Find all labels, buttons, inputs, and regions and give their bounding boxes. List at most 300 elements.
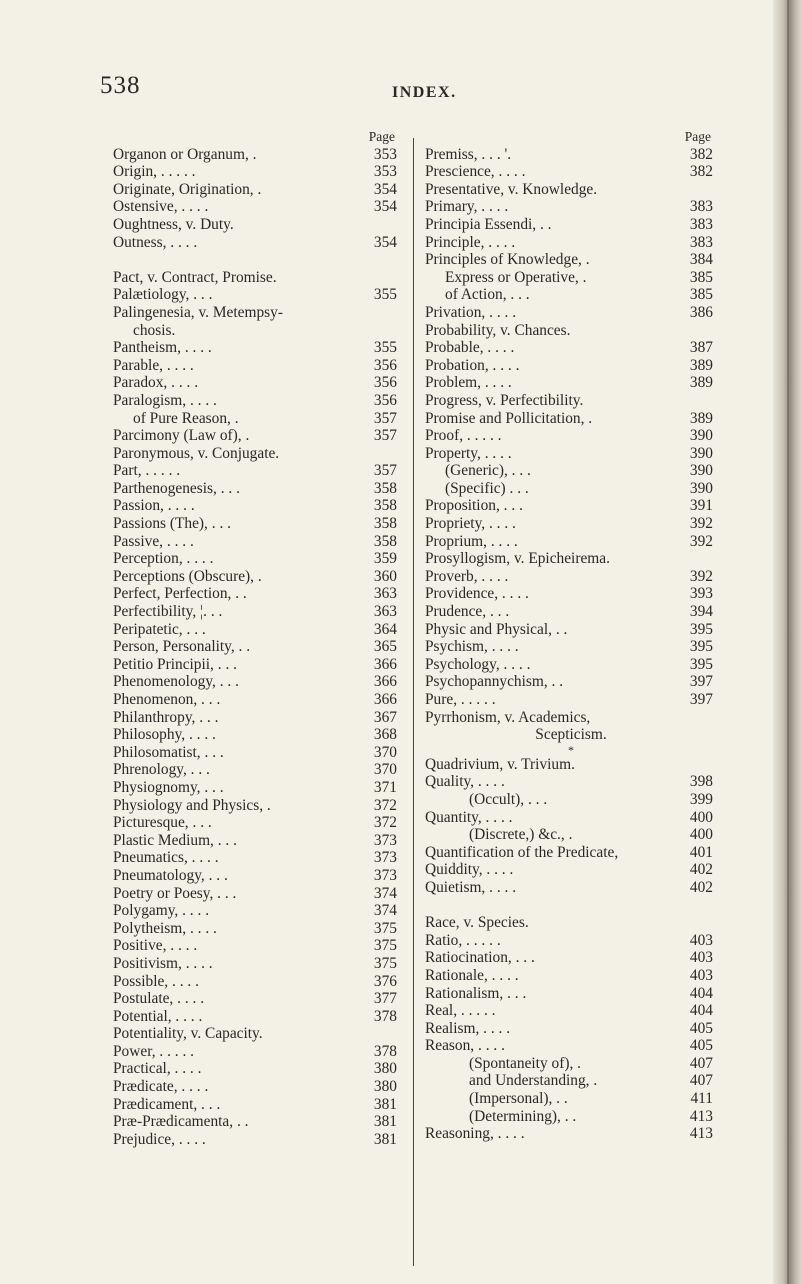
index-entry xyxy=(113,691,399,709)
index-page-number: 383 xyxy=(689,233,713,251)
index-entry xyxy=(425,932,717,950)
index-entry xyxy=(113,163,399,181)
index-entry xyxy=(113,656,399,674)
index-term: Poetry or Poesy, . . . xyxy=(113,884,237,902)
index-entry xyxy=(113,638,399,656)
index-entry xyxy=(425,286,717,304)
index-page-number: 397 xyxy=(689,673,713,691)
index-page-number: 353 xyxy=(373,163,397,181)
index-page-number: 395 xyxy=(689,655,713,673)
index-term: Propriety, . . . . xyxy=(425,515,516,533)
index-page-number: 367 xyxy=(373,708,397,726)
index-term: (Impersonal), . . xyxy=(469,1090,568,1108)
index-page-number: 403 xyxy=(689,949,713,967)
index-term: Possible, . . . . xyxy=(113,972,199,990)
index-page-number: 390 xyxy=(689,462,713,480)
index-term: Parthenogenesis, . . . xyxy=(113,479,240,497)
page-column-header: Page xyxy=(368,129,395,144)
index-page-number: 378 xyxy=(373,1042,397,1060)
index-term: (Discrete,) &c., . xyxy=(469,826,573,844)
index-page-number: 397 xyxy=(689,691,713,708)
index-term: Polygamy, . . . . xyxy=(113,902,210,920)
index-entry xyxy=(113,146,399,164)
index-page-number: 390 xyxy=(689,444,713,462)
index-page-number xyxy=(673,392,717,410)
index-page-number: 357 xyxy=(373,462,397,480)
index-entry xyxy=(113,445,399,463)
index-entry xyxy=(425,844,717,862)
index-term: Person, Personality, . . xyxy=(113,638,251,656)
index-term: Proof, . . . . . xyxy=(425,427,502,445)
index-term: Reasoning, . . . . xyxy=(425,1125,525,1143)
index-page-number: 383 xyxy=(689,198,713,216)
index-entry xyxy=(425,826,717,844)
index-entry xyxy=(113,832,399,850)
index-entry xyxy=(425,773,717,791)
page-number: 538 xyxy=(100,72,141,99)
index-entry xyxy=(113,339,399,357)
index-page-number: 354 xyxy=(373,180,397,198)
index-entry xyxy=(113,814,399,832)
page-edge-shadow xyxy=(787,0,789,1284)
index-term: Ratio, . . . . . xyxy=(425,931,501,949)
index-page-number: 395 xyxy=(689,638,713,656)
index-entry xyxy=(425,357,717,375)
index-entry xyxy=(113,1060,399,1078)
index-page-number: 392 xyxy=(689,567,713,585)
index-page-number: 359 xyxy=(373,550,397,568)
index-entry xyxy=(425,585,717,603)
index-page-number: 358 xyxy=(373,479,397,497)
index-term: Phenomenology, . . . xyxy=(113,673,239,691)
index-page-number: 366 xyxy=(373,673,397,691)
index-term: Probation, . . . . xyxy=(425,356,520,374)
index-term: Proposition, . . . xyxy=(425,497,523,515)
index-term: Part, . . . . . xyxy=(113,462,181,480)
index-term: Pneumatics, . . . . xyxy=(113,849,219,867)
index-entry xyxy=(113,462,399,480)
index-entry xyxy=(113,1131,399,1149)
index-term: Pact, v. Contract, Promise. xyxy=(113,268,277,286)
index-term: Physiology and Physics, . xyxy=(113,796,271,814)
index-term: Probability, v. Chances. xyxy=(425,321,571,339)
index-page-number: 386 xyxy=(689,303,713,321)
index-entry xyxy=(113,1113,399,1131)
index-entry xyxy=(425,985,717,1003)
index-entry xyxy=(113,550,399,568)
index-entry xyxy=(425,550,717,568)
index-term: Quantity, . . . . xyxy=(425,808,513,826)
index-term: Parcimony (Law of), . xyxy=(113,427,250,445)
index-term: Prædicament, . . . xyxy=(113,1095,221,1113)
index-term: Prescience, . . . . xyxy=(425,163,526,181)
index-term: Phenomenon, . . . xyxy=(113,691,221,708)
index-page-number: 370 xyxy=(373,761,397,779)
index-page-number: 364 xyxy=(373,620,397,638)
index-term: Realism, . . . . xyxy=(425,1019,511,1037)
index-term: Petitio Principii, . . . xyxy=(113,655,237,673)
index-page-number: 376 xyxy=(373,972,397,990)
index-page-number: 382 xyxy=(689,145,713,163)
index-column-left xyxy=(113,128,399,1148)
index-page-number: 373 xyxy=(373,849,397,867)
index-page-number: 407 xyxy=(689,1072,713,1090)
index-page-number: 355 xyxy=(373,339,397,357)
index-page-number: 385 xyxy=(689,268,713,286)
index-term: Picturesque, . . . xyxy=(113,814,212,832)
index-entry xyxy=(425,709,717,727)
index-entry xyxy=(425,949,717,967)
index-entry xyxy=(425,1055,717,1073)
index-term: of Pure Reason, . xyxy=(133,409,239,427)
index-term: Principle, . . . . xyxy=(425,233,516,251)
index-page-number: 392 xyxy=(689,515,713,533)
index-page-number: 404 xyxy=(689,1002,713,1020)
index-page-number: 370 xyxy=(373,743,397,761)
index-term: Polytheism, . . . . xyxy=(113,919,217,937)
index-page-number: 357 xyxy=(373,409,397,427)
index-term: Perceptions (Obscure), . xyxy=(113,567,262,585)
column-divider xyxy=(413,138,414,1266)
index-entry xyxy=(113,867,399,885)
index-term: Promise and Pollicitation, . xyxy=(425,409,593,427)
index-entry xyxy=(425,269,717,287)
index-term: Perfectibility, ¦. . . xyxy=(113,603,223,621)
index-entry xyxy=(425,1037,717,1055)
index-term: Outness, . . . . xyxy=(113,233,198,251)
index-page-number: 390 xyxy=(689,479,713,497)
index-term: Plastic Medium, . . . xyxy=(113,831,237,849)
index-page-number: 390 xyxy=(689,427,713,445)
index-page-number: 403 xyxy=(689,931,713,949)
index-page-number: 385 xyxy=(689,286,713,304)
index-entry xyxy=(425,1002,717,1020)
index-term: Pneumatology, . . . xyxy=(113,866,228,884)
index-entry xyxy=(113,761,399,779)
index-entry xyxy=(425,967,717,985)
index-page-number: 398 xyxy=(689,773,713,791)
index-page-number xyxy=(673,322,717,340)
index-page-number: 372 xyxy=(373,796,397,814)
index-term: Probable, . . . . xyxy=(425,339,515,357)
index-entry xyxy=(113,515,399,533)
index-entry xyxy=(113,322,399,340)
index-entry xyxy=(425,656,717,674)
index-entry xyxy=(113,1096,399,1114)
index-entry xyxy=(425,861,717,879)
index-term: Philosophy, . . . . xyxy=(113,726,216,744)
index-entry xyxy=(425,638,717,656)
index-page-number: 403 xyxy=(689,966,713,984)
index-term: Peripatetic, . . . xyxy=(113,620,206,638)
index-page-number: 393 xyxy=(689,585,713,603)
index-entry xyxy=(425,1020,717,1038)
index-term: Power, . . . . . xyxy=(113,1042,195,1060)
index-term: Ratiocination, . . . xyxy=(425,949,535,967)
index-term: Providence, . . . . xyxy=(425,585,529,603)
index-term: Philosomatist, . . . xyxy=(113,743,224,761)
index-term: Positive, . . . . xyxy=(113,937,198,955)
index-entry xyxy=(425,462,717,480)
index-term: Scepticism. xyxy=(535,726,607,744)
index-page-number: 363 xyxy=(373,603,397,621)
index-page-number: 356 xyxy=(373,356,397,374)
index-page-number: 374 xyxy=(373,884,397,902)
index-entry xyxy=(113,673,399,691)
index-page-number: 375 xyxy=(373,937,397,955)
index-term: Parable, . . . . xyxy=(113,356,194,374)
index-term: Premiss, . . . '. xyxy=(425,145,512,163)
index-entry xyxy=(113,990,399,1008)
index-entry xyxy=(425,791,717,809)
index-page-number: 395 xyxy=(689,620,713,638)
index-term: Pure, . . . . . xyxy=(425,691,496,708)
index-term: Proprium, . . . . xyxy=(425,532,518,550)
index-term: Prejudice, . . . . xyxy=(113,1130,206,1148)
index-page-number xyxy=(355,216,399,234)
index-term: Physiognomy, . . . xyxy=(113,778,224,796)
index-entry xyxy=(425,374,717,392)
index-term: Postulate, . . . . xyxy=(113,990,205,1008)
index-term: chosis. xyxy=(133,321,176,339)
index-term: Property, . . . . xyxy=(425,444,512,462)
index-term: Psychology, . . . . xyxy=(425,655,531,673)
index-page-number: 356 xyxy=(373,374,397,392)
index-term: Principles of Knowledge, . xyxy=(425,251,590,269)
index-page-number: 383 xyxy=(689,215,713,233)
index-entry xyxy=(425,163,717,181)
index-page-number: 363 xyxy=(373,585,397,603)
index-entry xyxy=(425,251,717,269)
index-entry xyxy=(425,1072,717,1090)
index-page-number: 402 xyxy=(689,861,713,879)
index-page-number: 377 xyxy=(373,990,397,1008)
index-page-number: 355 xyxy=(373,286,397,304)
index-entry xyxy=(113,216,399,234)
index-term: Psychism, . . . . xyxy=(425,638,519,656)
index-term: Prosyllogism, v. Epicheirema. xyxy=(425,550,610,568)
index-entry xyxy=(425,533,717,551)
index-entry xyxy=(425,568,717,586)
index-page-number: 413 xyxy=(689,1125,713,1143)
index-entry xyxy=(425,809,717,827)
index-entry xyxy=(113,1043,399,1061)
index-entry xyxy=(113,533,399,551)
index-page-number: 401 xyxy=(689,843,713,861)
index-page-number xyxy=(673,181,717,199)
index-entry xyxy=(425,322,717,340)
page-column-header: Page xyxy=(684,129,711,144)
index-entry xyxy=(113,181,399,199)
index-entry xyxy=(113,392,399,410)
index-entry xyxy=(425,427,717,445)
index-entry xyxy=(425,181,717,199)
index-term: Passion, . . . . xyxy=(113,497,195,515)
index-entry xyxy=(113,374,399,392)
index-entry xyxy=(113,357,399,375)
section-gap xyxy=(113,251,399,269)
index-entry xyxy=(113,849,399,867)
index-term: and Understanding, . xyxy=(469,1072,598,1090)
index-entry xyxy=(113,709,399,727)
index-entry xyxy=(425,216,717,234)
index-entry xyxy=(113,1025,399,1043)
index-entry xyxy=(113,198,399,216)
index-page-number xyxy=(355,1025,399,1043)
index-term: Originate, Origination, . xyxy=(113,180,262,198)
index-term: Psychopannychism, . . xyxy=(425,673,564,691)
index-page-number: 399 xyxy=(689,790,713,808)
index-page-number: 382 xyxy=(689,163,713,181)
index-entry xyxy=(425,410,717,428)
index-page-number: 391 xyxy=(689,497,713,515)
index-term: Race, v. Species. xyxy=(425,914,529,932)
index-term: Phrenology, . . . xyxy=(113,761,210,779)
index-entry xyxy=(425,1108,717,1126)
index-term: Passions (The), . . . xyxy=(113,515,231,533)
index-page-number: 394 xyxy=(689,603,713,621)
index-page-number: 358 xyxy=(373,497,397,515)
index-term: Organon or Organum, . xyxy=(113,145,257,163)
index-entry xyxy=(113,779,399,797)
index-term: Origin, . . . . . xyxy=(113,163,196,181)
index-entry xyxy=(113,744,399,762)
index-page-number: 413 xyxy=(689,1107,713,1125)
index-term: Physic and Physical, . . xyxy=(425,620,568,638)
index-entry xyxy=(113,726,399,744)
index-page-number: 371 xyxy=(373,778,397,796)
index-term: Primary, . . . . xyxy=(425,198,509,216)
index-entry xyxy=(113,427,399,445)
index-entry xyxy=(113,480,399,498)
index-page-number: 353 xyxy=(373,145,397,163)
index-page-number: 354 xyxy=(373,233,397,251)
index-page-number: 372 xyxy=(373,814,397,832)
index-term: Quality, . . . . xyxy=(425,773,505,791)
index-page-number: 389 xyxy=(689,356,713,374)
index-entry xyxy=(113,621,399,639)
index-entry xyxy=(425,726,717,744)
index-term: Quietism, . . . . xyxy=(425,878,517,896)
index-entry xyxy=(113,410,399,428)
index-term: Oughtness, v. Duty. xyxy=(113,215,234,233)
index-page-number: 356 xyxy=(373,391,397,409)
index-term: (Generic), . . . xyxy=(445,462,531,480)
index-page-number: 366 xyxy=(373,691,397,708)
index-page-number: 378 xyxy=(373,1007,397,1025)
index-term: Palingenesia, v. Metempsy- xyxy=(113,303,283,321)
index-term: Paradox, . . . . xyxy=(113,374,199,392)
index-entry xyxy=(113,234,399,252)
index-entry xyxy=(113,885,399,903)
index-entry xyxy=(113,1008,399,1026)
index-entry xyxy=(113,269,399,287)
index-entry xyxy=(113,920,399,938)
index-page-number xyxy=(355,304,399,322)
index-page-number: 368 xyxy=(373,726,397,744)
index-entry xyxy=(425,234,717,252)
running-head: INDEX. xyxy=(392,84,457,101)
index-entry xyxy=(425,673,717,691)
index-page-number: 358 xyxy=(373,532,397,550)
index-page-number: 402 xyxy=(689,878,713,896)
index-page-number xyxy=(673,709,717,727)
index-entry xyxy=(113,497,399,515)
index-page-number: 384 xyxy=(689,251,713,269)
index-page-number: 365 xyxy=(373,638,397,656)
index-entry xyxy=(425,497,717,515)
index-entry xyxy=(113,797,399,815)
index-page-number: 375 xyxy=(373,954,397,972)
index-term: Rationalism, . . . xyxy=(425,984,527,1002)
index-entry xyxy=(425,621,717,639)
index-term: Proverb, . . . . xyxy=(425,567,509,585)
index-entry xyxy=(113,286,399,304)
index-term: Prudence, . . . xyxy=(425,603,510,621)
index-term: Perfect, Perfection, . . xyxy=(113,585,247,603)
index-term: Præ-Prædicamenta, . . xyxy=(113,1113,249,1131)
index-term: Potential, . . . . xyxy=(113,1007,203,1025)
index-term: Problem, . . . . xyxy=(425,374,512,392)
index-page-number: 400 xyxy=(689,808,713,826)
index-page-number: 380 xyxy=(373,1060,397,1078)
section-mark: * xyxy=(568,742,574,757)
index-page-number: 374 xyxy=(373,902,397,920)
index-page-number xyxy=(673,914,717,932)
index-term: Passive, . . . . xyxy=(113,532,194,550)
index-page-number: 373 xyxy=(373,831,397,849)
index-term: Real, . . . . . xyxy=(425,1002,496,1020)
index-term: Quadrivium, v. Trivium. xyxy=(425,755,575,773)
index-page-number: 389 xyxy=(689,409,713,427)
index-term: (Determining), . . xyxy=(469,1107,577,1125)
index-term: Rationale, . . . . xyxy=(425,966,519,984)
index-term: Reason, . . . . xyxy=(425,1037,505,1055)
index-page-number xyxy=(355,445,399,463)
index-term: Paralogism, . . . . xyxy=(113,391,217,409)
index-page-number: 400 xyxy=(689,826,713,844)
index-term: (Specific) . . . xyxy=(445,479,529,497)
index-entry xyxy=(425,879,717,897)
index-term: Prædicate, . . . . xyxy=(113,1078,209,1096)
index-term: Principia Essendi, . . xyxy=(425,215,552,233)
index-page-number xyxy=(355,322,399,340)
index-page-number: 405 xyxy=(689,1037,713,1055)
index-term: Express or Operative, . xyxy=(445,268,587,286)
index-entry xyxy=(425,392,717,410)
index-entry xyxy=(425,198,717,216)
index-entry xyxy=(425,914,717,932)
index-term: Palætiology, . . . xyxy=(113,286,213,304)
index-term: (Spontaneity of), . xyxy=(469,1054,581,1072)
index-term: (Occult), . . . xyxy=(469,790,548,808)
index-entry xyxy=(425,1125,717,1143)
index-entry xyxy=(425,445,717,463)
index-entry xyxy=(425,146,717,164)
index-term: Quantification of the Predicate, xyxy=(425,843,619,861)
index-term: Positivism, . . . . xyxy=(113,954,213,972)
index-page-number: 360 xyxy=(373,567,397,585)
index-column-right xyxy=(425,128,717,1143)
index-term: Privation, . . . . xyxy=(425,303,517,321)
index-page-number: 373 xyxy=(373,866,397,884)
index-entry xyxy=(113,955,399,973)
index-entry xyxy=(425,691,717,709)
index-term: Pantheism, . . . . xyxy=(113,339,212,357)
index-page-number: 366 xyxy=(373,655,397,673)
index-page-number xyxy=(355,269,399,287)
index-page-number: 358 xyxy=(373,515,397,533)
